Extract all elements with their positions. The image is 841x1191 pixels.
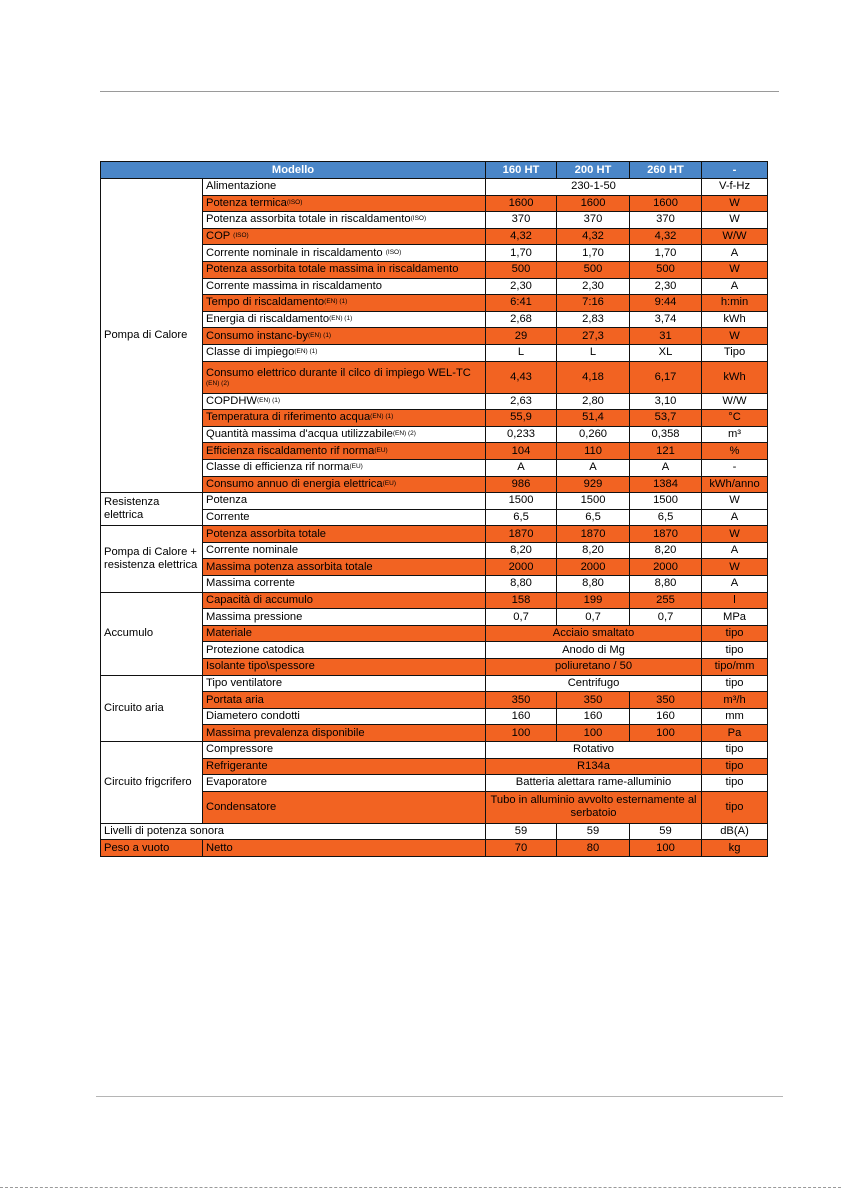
row-unit: m³/h	[702, 692, 768, 709]
row-value: 0,7	[630, 609, 702, 626]
row-value: 1600	[630, 195, 702, 212]
row-label-cell	[203, 228, 486, 245]
row-value: 7:16	[557, 295, 630, 312]
row-value: 199	[557, 592, 630, 609]
row-label-cell	[203, 295, 486, 312]
row-value: 6:41	[486, 295, 557, 312]
row-value: Centrifugo	[486, 675, 702, 692]
row-label-cell	[203, 410, 486, 427]
table-row	[101, 742, 768, 759]
row-value: 2000	[486, 559, 557, 576]
row-label: Massima corrente	[203, 576, 486, 593]
row-value: 100	[630, 840, 702, 857]
row-unit: W	[702, 328, 768, 345]
row-value: 1870	[557, 526, 630, 543]
header-200ht: 200 HT	[557, 162, 630, 179]
row-value: 100	[486, 725, 557, 742]
row-value: 158	[486, 592, 557, 609]
row-label-cell	[203, 361, 486, 393]
row-value: 59	[630, 823, 702, 840]
row-value: 3,10	[630, 393, 702, 410]
header-160ht: 160 HT	[486, 162, 557, 179]
row-value: 370	[630, 212, 702, 229]
row-value: L	[486, 344, 557, 361]
row-value: 4,43	[486, 361, 557, 393]
row-label-cell	[203, 212, 486, 229]
row-value: 8,80	[557, 576, 630, 593]
row-value: 0,358	[630, 426, 702, 443]
row-unit: kWh	[702, 311, 768, 328]
row-unit: A	[702, 542, 768, 559]
table-row	[101, 493, 768, 510]
group-peso-a-vuoto: Peso a vuoto	[101, 840, 203, 857]
row-unit: A	[702, 245, 768, 262]
row-label: Portata aria	[203, 692, 486, 709]
row-value: 1600	[557, 195, 630, 212]
row-label-sup: (EN) (1)	[329, 315, 353, 323]
row-value: poliuretano / 50	[486, 659, 702, 676]
row-label-cell	[203, 426, 486, 443]
group-circuito-aria: Circuito aria	[101, 675, 203, 741]
row-value: 4,32	[630, 228, 702, 245]
row-value: 104	[486, 443, 557, 460]
row-value: 29	[486, 328, 557, 345]
row-unit: kg	[702, 840, 768, 857]
row-value: 51,4	[557, 410, 630, 427]
row-value: 0,260	[557, 426, 630, 443]
row-unit: W	[702, 559, 768, 576]
row-label-sup: (EU)	[349, 463, 363, 471]
row-value: 70	[486, 840, 557, 857]
row-value: Batteria alettara rame-alluminio	[486, 775, 702, 792]
row-value: L	[557, 344, 630, 361]
row-value: 6,5	[557, 509, 630, 526]
row-unit: kWh/anno	[702, 476, 768, 493]
row-value: 160	[557, 708, 630, 725]
row-unit: dB(A)	[702, 823, 768, 840]
table-header-row	[101, 162, 768, 179]
row-unit: W	[702, 526, 768, 543]
row-value: Anodo di Mg	[486, 642, 702, 659]
row-label-cell	[203, 476, 486, 493]
row-value: Tubo in alluminio avvolto esternamente al serbatoio	[486, 791, 702, 823]
row-value: 1870	[630, 526, 702, 543]
row-value: 8,80	[630, 576, 702, 593]
row-value: 1384	[630, 476, 702, 493]
row-label-cell	[203, 245, 486, 262]
row-value: A	[486, 459, 557, 476]
row-label: Potenza termica	[206, 196, 287, 209]
row-label: Massima pressione	[203, 609, 486, 626]
row-label: Quantità massima d'acqua utilizzabile	[206, 428, 393, 441]
row-value: 2,83	[557, 311, 630, 328]
row-label: COP	[206, 230, 231, 243]
row-value: 160	[630, 708, 702, 725]
header-modello: Modello	[101, 162, 486, 179]
row-label-cell	[203, 344, 486, 361]
row-unit: Pa	[702, 725, 768, 742]
group-resistenza-elettrica: Resistenza elettrica	[101, 493, 203, 526]
row-value: 2000	[557, 559, 630, 576]
header-unit: -	[702, 162, 768, 179]
row-value: 350	[557, 692, 630, 709]
row-label: Protezione catodica	[203, 642, 486, 659]
row-label: Tempo di riscaldamento	[206, 296, 325, 309]
row-unit: tipo	[702, 758, 768, 775]
row-label: Tipo ventilatore	[203, 675, 486, 692]
row-value: 1500	[630, 493, 702, 510]
row-value: 59	[486, 823, 557, 840]
row-value: 4,32	[557, 228, 630, 245]
header-260ht: 260 HT	[630, 162, 702, 179]
row-label-cell	[203, 328, 486, 345]
row-label-sup: (EN) (1)	[324, 298, 348, 306]
group-pompa-resistenza: Pompa di Calore + resistenza elettrica	[101, 526, 203, 592]
row-value: 8,20	[486, 542, 557, 559]
row-unit: W	[702, 261, 768, 278]
row-label-cell	[203, 393, 486, 410]
row-label: Condensatore	[203, 791, 486, 823]
page-edge-dashed-line	[0, 1187, 841, 1188]
row-value: 370	[557, 212, 630, 229]
row-unit: V-f-Hz	[702, 179, 768, 196]
row-value: 2,63	[486, 393, 557, 410]
row-value: 500	[486, 261, 557, 278]
row-value: 9:44	[630, 295, 702, 312]
row-unit: tipo/mm	[702, 659, 768, 676]
row-unit: h:min	[702, 295, 768, 312]
table-row	[101, 823, 768, 840]
row-value: 2,30	[486, 278, 557, 295]
specs-table	[100, 161, 768, 857]
row-label: COPDHW	[206, 394, 257, 407]
row-unit: A	[702, 576, 768, 593]
row-value: 31	[630, 328, 702, 345]
row-value: 350	[486, 692, 557, 709]
row-label: Consumo instanc-by	[206, 329, 308, 342]
row-value: 1,70	[557, 245, 630, 262]
group-accumulo: Accumulo	[101, 592, 203, 675]
row-label-cell	[203, 459, 486, 476]
row-unit: tipo	[702, 791, 768, 823]
row-unit: W	[702, 212, 768, 229]
row-label: Consumo elettrico durante il cilco di impiego WEL-TC	[206, 366, 471, 379]
row-value: 4,18	[557, 361, 630, 393]
row-value: 0,233	[486, 426, 557, 443]
row-value: 100	[630, 725, 702, 742]
row-value: 160	[486, 708, 557, 725]
row-label: Potenza assorbita totale massima in riscaldamento	[203, 261, 486, 278]
row-label-cell	[203, 443, 486, 460]
row-label: Efficienza riscaldamento rif norma	[206, 444, 375, 457]
row-label: Potenza	[203, 493, 486, 510]
row-unit: °C	[702, 410, 768, 427]
row-label: Isolante tipo\spessore	[203, 659, 486, 676]
table-row	[101, 526, 768, 543]
row-value: 110	[557, 443, 630, 460]
row-value: 500	[557, 261, 630, 278]
row-unit: -	[702, 459, 768, 476]
row-value: 2,30	[557, 278, 630, 295]
row-label-sup: (EU)	[382, 479, 396, 487]
row-value: R134a	[486, 758, 702, 775]
row-value: 1600	[486, 195, 557, 212]
row-label: Temperatura di riferimento acqua	[206, 411, 371, 424]
row-label-sup: (ISO)	[286, 198, 303, 206]
row-value: 370	[486, 212, 557, 229]
row-value: 929	[557, 476, 630, 493]
row-label-sup: (ISO)	[233, 232, 249, 240]
row-value: 1500	[557, 493, 630, 510]
row-unit: tipo	[702, 625, 768, 642]
group-circuito-frigorifero: Circuito frigcrifero	[101, 742, 203, 824]
row-label-sup: (EU)	[374, 446, 388, 454]
row-label: Corrente	[203, 509, 486, 526]
row-value: A	[630, 459, 702, 476]
row-value: 6,17	[630, 361, 702, 393]
row-unit: MPa	[702, 609, 768, 626]
row-unit: tipo	[702, 742, 768, 759]
row-label: Potenza assorbita totale in riscaldamento	[206, 213, 411, 226]
row-label: Capacità di accumulo	[203, 592, 486, 609]
row-label: Diametero condotti	[203, 708, 486, 725]
row-value: 53,7	[630, 410, 702, 427]
row-value: 2,80	[557, 393, 630, 410]
table-row	[101, 840, 768, 857]
row-value: 2,68	[486, 311, 557, 328]
row-label: Classe di efficienza rif norma	[206, 461, 350, 474]
row-value: 100	[557, 725, 630, 742]
row-unit: kWh	[702, 361, 768, 393]
row-value: Rotativo	[486, 742, 702, 759]
row-value: 121	[630, 443, 702, 460]
row-value: 4,32	[486, 228, 557, 245]
row-label: Corrente nominale	[203, 542, 486, 559]
row-label: Massima potenza assorbita totale	[203, 559, 486, 576]
row-unit: W	[702, 493, 768, 510]
row-unit: tipo	[702, 642, 768, 659]
row-label-sup: (ISO)	[385, 248, 402, 256]
row-label: Compressore	[203, 742, 486, 759]
row-value: 6,5	[486, 509, 557, 526]
row-label: Massima prevalenza disponibile	[203, 725, 486, 742]
row-value: 3,74	[630, 311, 702, 328]
row-label: Alimentazione	[203, 179, 486, 196]
row-label-sup: (ISO)	[410, 215, 427, 223]
row-label: Evaporatore	[203, 775, 486, 792]
group-pompa-di-calore: Pompa di Calore	[101, 179, 203, 493]
row-value: 230-1-50	[486, 179, 702, 196]
row-unit: tipo	[702, 775, 768, 792]
row-label-cell	[203, 311, 486, 328]
row-label-sub: (EN) (2)	[206, 379, 230, 387]
footer-rule	[96, 1096, 783, 1097]
row-unit: %	[702, 443, 768, 460]
row-unit: A	[702, 278, 768, 295]
row-value: 0,7	[486, 609, 557, 626]
row-value: 27,3	[557, 328, 630, 345]
row-value: 500	[630, 261, 702, 278]
row-label: Corrente nominale in riscaldamento	[206, 246, 383, 259]
row-label: Materiale	[203, 625, 486, 642]
row-label-sup: (EN) (2)	[392, 430, 416, 438]
row-value: 2000	[630, 559, 702, 576]
row-unit: mm	[702, 708, 768, 725]
row-unit: Tipo	[702, 344, 768, 361]
row-label-cell	[203, 195, 486, 212]
row-value: 350	[630, 692, 702, 709]
row-value: 1870	[486, 526, 557, 543]
row-unit: l	[702, 592, 768, 609]
row-unit: W	[702, 195, 768, 212]
row-unit: tipo	[702, 675, 768, 692]
row-value: 255	[630, 592, 702, 609]
row-label: Consumo annuo di energia elettrica	[206, 477, 383, 490]
row-label: Potenza assorbita totale	[203, 526, 486, 543]
row-label: Classe di impiego	[206, 346, 295, 359]
row-value: 8,20	[557, 542, 630, 559]
row-value: 8,80	[486, 576, 557, 593]
row-value: 6,5	[630, 509, 702, 526]
header-rule	[100, 91, 779, 92]
row-value: 59	[557, 823, 630, 840]
row-label: Energia di riscaldamento	[206, 313, 330, 326]
group-livelli-potenza-sonora: Livelli di potenza sonora	[101, 823, 486, 840]
row-value: 1,70	[486, 245, 557, 262]
row-value: A	[557, 459, 630, 476]
row-value: 1,70	[630, 245, 702, 262]
row-value: 55,9	[486, 410, 557, 427]
row-label-sup: (EN) (1)	[294, 348, 318, 356]
row-value: Acciaio smaltato	[486, 625, 702, 642]
table-row	[101, 592, 768, 609]
row-value: 8,20	[630, 542, 702, 559]
table-row	[101, 179, 768, 196]
row-label-sup: (EN) (1)	[307, 331, 332, 339]
row-unit: W/W	[702, 228, 768, 245]
row-label-sup: (EN) (1)	[256, 396, 281, 404]
row-value: 2,30	[630, 278, 702, 295]
row-unit: A	[702, 509, 768, 526]
row-label: Refrigerante	[203, 758, 486, 775]
row-label: Netto	[203, 840, 486, 857]
table-row	[101, 675, 768, 692]
row-value: 0,7	[557, 609, 630, 626]
row-value: XL	[630, 344, 702, 361]
row-unit: m³	[702, 426, 768, 443]
row-unit: W/W	[702, 393, 768, 410]
row-label: Corrente massima in riscaldamento	[203, 278, 486, 295]
row-value: 80	[557, 840, 630, 857]
row-label-sup: (EN) (1)	[370, 413, 394, 421]
row-value: 986	[486, 476, 557, 493]
row-value: 1500	[486, 493, 557, 510]
